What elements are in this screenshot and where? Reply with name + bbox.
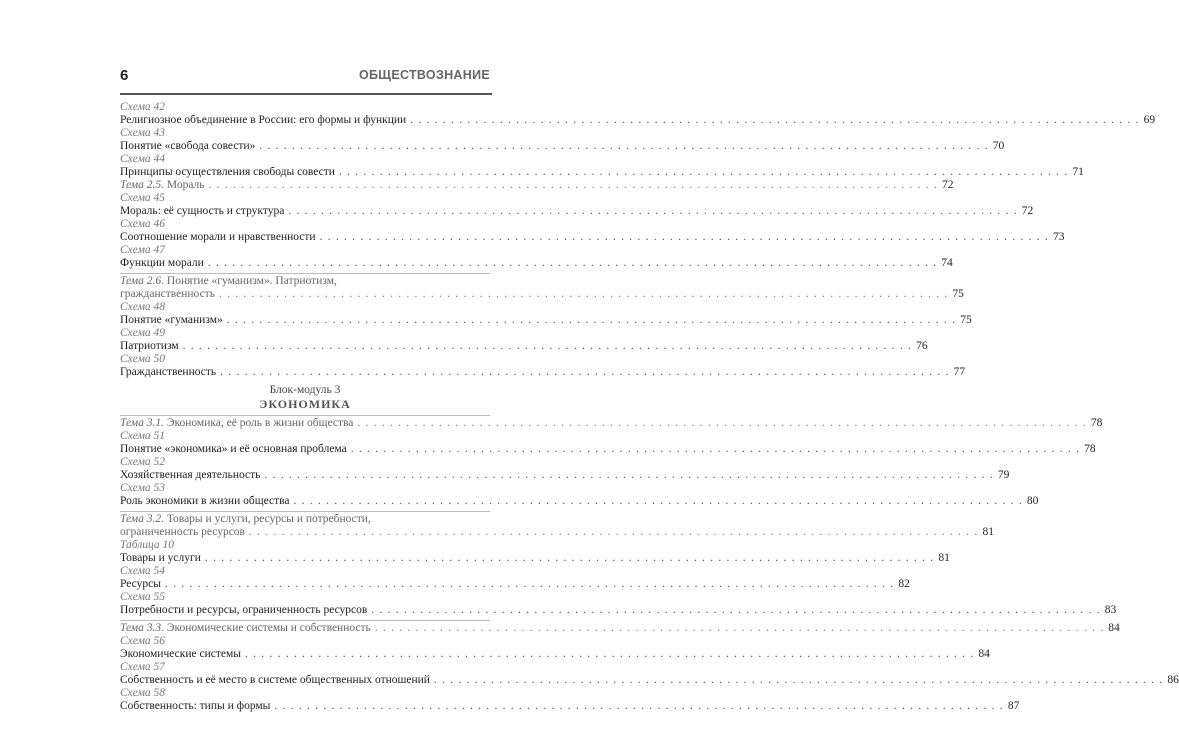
toc-entry (120, 114, 1156, 127)
toc-entry (120, 205, 1034, 218)
dot-leader: . . . . . . . . . . . . . . . . . . . . . . . . . . . . . . . . . . . . . . . . . . . . . . . . . . . . . . . . . . . . . . . . . . . . . . . . . . . . . . . . . . . . . . . . . . (319, 231, 1050, 243)
toc-page-number: 75 (952, 288, 964, 300)
toc-entry (120, 552, 950, 565)
scheme-label: Схема 51 (120, 430, 166, 442)
toc-entry-title: Роль экономики в жизни общества (120, 495, 290, 507)
toc-entry-title: Соотношение морали и нравственности (120, 231, 316, 243)
toc-page-number: 82 (898, 578, 910, 590)
toc-entry-title: Понятие «экономика» и её основная проблема (120, 443, 347, 455)
scheme-label: Схема 48 (120, 301, 166, 313)
toc-theme-title (120, 622, 371, 635)
toc-entry-title: Патриотизм (120, 340, 179, 352)
toc-entry-title: Потребности и ресурсы, ограниченность ресурсов (120, 604, 368, 616)
scheme-label: Схема 53 (120, 482, 166, 494)
dot-leader: . . . . . . . . . . . . . . . . . . . . . . . . . . . . . . . . . . . . . . . . . . . . . . . . . . . . . . . . . . . . . . . . . . . . . . . . . . . . . . . . . . . . . . . . . . (288, 205, 1018, 217)
theme-name: Экономические системы и собственность (166, 622, 371, 634)
theme-name: Понятие «гуманизм». Патриотизм, (166, 275, 337, 287)
toc-entry (120, 578, 910, 591)
scheme-label: Схема 46 (120, 218, 166, 230)
page-number: 6 (120, 66, 129, 84)
scheme-label: Схема 55 (120, 591, 166, 603)
toc-page-number: 72 (941, 179, 954, 191)
toc-page-number: 83 (1104, 604, 1117, 616)
toc-theme-title (120, 513, 371, 526)
scheme-label: Схема 58 (120, 687, 166, 699)
dot-leader: . . . . . . . . . . . . . . . . . . . . . . . . . . . . . . . . . . . . . . . . . . . . . . . . . . . . . . . . . . . . . . . . . . . . . . . . . . . . . . . . . . . . . . . . . . (350, 443, 1081, 455)
toc-page-number: 74 (941, 257, 953, 269)
toc-entry (120, 340, 928, 353)
scheme-label: Схема 54 (120, 565, 166, 577)
toc-page-number: 80 (1026, 495, 1039, 507)
theme-number: Тема 2.6. (120, 275, 165, 287)
toc-page-number: 79 (997, 469, 1010, 481)
section-divider (120, 511, 490, 512)
dot-leader: . . . . . . . . . . . . . . . . . . . . . . . . . . . . . . . . . . . . . . . . . . . . . . . . . . . . . . . . . . . . . . . . . . . . . . . . . . . . . . . . . . . . . . . . . . (371, 604, 1101, 616)
toc-entry-title: Собственность и её место в системе общественных отношений (120, 674, 430, 686)
toc-entry (120, 648, 990, 661)
block-module-heading (120, 384, 490, 411)
toc-entry (120, 700, 1020, 713)
theme-number: Тема 3.3. (120, 622, 165, 634)
toc-section (120, 275, 972, 379)
dot-leader: . . . . . . . . . . . . . . . . . . . . . . . . . . . . . . . . . . . . . . . . . . . . . . . . . . . . . . . . . . . . . . . . . . . . . . . . . . . . . . . . . . . . . . . . . . (293, 495, 1023, 507)
toc-page-number: 87 (1007, 700, 1020, 712)
scheme-label: Схема 44 (120, 153, 166, 165)
toc-entry-title: Понятие «гуманизм» (120, 314, 223, 326)
scheme-label: Схема 47 (120, 244, 166, 256)
toc-page-number: 69 (1143, 114, 1156, 126)
dot-leader: . . . . . . . . . . . . . . . . . . . . . . . . . . . . . . . . . . . . . . . . . . . . . . . . . . . . . . . . . . . . . . . . . . . . . . . . . . . . . . . . . . . . . . . . . . (204, 552, 935, 564)
toc-page-number: 70 (992, 140, 1005, 152)
dot-leader: . . . . . . . . . . . . . . . . . . . . . . . . . . . . . . . . . . . . . . . . . . . . . . . . . . . . . . . . . . . . . . . . . . . . . . . . . . . . . . . . . . . . . . . . . . (357, 417, 1087, 429)
toc-entry (120, 443, 1096, 456)
toc-page-number: 86 (1167, 674, 1179, 686)
page-header (120, 66, 490, 84)
toc-section (120, 622, 1179, 713)
section-divider (120, 273, 490, 274)
scheme-label: Схема 43 (120, 127, 166, 139)
toc-entry (120, 166, 1084, 179)
toc-entry (120, 257, 953, 270)
toc-page-number: 84 (1108, 622, 1120, 634)
dot-leader: . . . . . . . . . . . . . . . . . . . . . . . . . . . . . . . . . . . . . . . . . . . . . . . . . . . . . . . . . . . . . . . . . . . . . . . . . . . . . . . . . . . . . . . . . . (433, 674, 1164, 686)
toc-page-number: 81 (982, 526, 994, 538)
toc-page-number: 77 (953, 366, 966, 378)
toc-entry (120, 231, 1065, 244)
toc-page-number: 75 (960, 314, 972, 326)
theme-name: Товары и услуги, ресурсы и потребности, (166, 513, 371, 525)
dot-leader: . . . . . . . . . . . . . . . . . . . . . . . . . . . . . . . . . . . . . . . . . . . . . . . . . . . . . . . . . . . . . . . . . . . . . . . . . . . . . . . . . . . . . . . . . . (259, 140, 989, 152)
scheme-label: Схема 57 (120, 661, 166, 673)
toc-entry-title: Экономические системы (120, 648, 241, 660)
toc-entry-title: Ресурсы (120, 578, 161, 590)
toc-entry-title: Гражданственность (120, 366, 217, 378)
toc-entry-title: Собственность: типы и формы (120, 700, 271, 712)
toc-entry (120, 604, 1117, 617)
theme-name: Экономика, её роль в жизни общества (166, 417, 354, 429)
dot-leader: . . . . . . . . . . . . . . . . . . . . . . . . . . . . . . . . . . . . . . . . . . . . . . . . . . . . . . . . . . . . . . . . . . . . . . . . . . . . . . . . . . . . . . . . . . (220, 366, 950, 378)
toc-entry (120, 469, 1010, 482)
scheme-label: Схема 45 (120, 192, 166, 204)
theme-name-continued: ограниченность ресурсов (120, 526, 245, 538)
toc-entry-title: Хозяйственная деятельность (120, 469, 261, 481)
toc-entry (120, 495, 1039, 508)
toc-entry (120, 674, 1179, 687)
dot-leader: . . . . . . . . . . . . . . . . . . . . . . . . . . . . . . . . . . . . . . . . . . . . . . . . . . . . . . . . . . . . . . . . . . . . . . . . . . . . . . . . . . . . . . . . . . (264, 469, 994, 481)
block-module-title: ЭКОНОМИКА (259, 397, 351, 411)
scheme-label: Схема 49 (120, 327, 166, 339)
dot-leader: . . . . . . . . . . . . . . . . . . . . . . . . . . . . . . . . . . . . . . . . . . . . . . . . . . . . . . . . . . . . . . . . . . . . . . . . . . . . . . . . . . . . . . . . . . (218, 288, 949, 300)
section-divider (120, 620, 490, 621)
header-rule (120, 93, 492, 95)
dot-leader: . . . . . . . . . . . . . . . . . . . . . . . . . . . . . . . . . . . . . . . . . . . . . . . . . . . . . . . . . . . . . . . . . . . . . . . . . . . . . . . . . . . . . . . . . . (208, 179, 938, 191)
toc-page-number: 78 (1084, 443, 1096, 455)
toc-theme-entry (120, 513, 490, 526)
running-title: ОБЩЕСТВОЗНАНИЕ (358, 68, 490, 82)
toc-theme-entry (120, 179, 954, 192)
theme-number: Тема 3.1. (120, 417, 165, 429)
dot-leader: . . . . . . . . . . . . . . . . . . . . . . . . . . . . . . . . . . . . . . . . . . . . . . . . . . . . . . . . . . . . . . . . . . . . . . . . . . . . . . . . . . . . . . . . . . (207, 257, 938, 269)
scheme-label: Таблица 10 (120, 539, 175, 551)
toc-entry (120, 140, 1005, 153)
toc-entry (120, 314, 972, 327)
toc-entry-title: Товары и услуги (120, 552, 201, 564)
scheme-label: Схема 50 (120, 353, 166, 365)
toc-theme-title (120, 275, 337, 288)
toc-page-number: 72 (1021, 205, 1034, 217)
toc-page-number: 84 (978, 648, 990, 660)
scheme-label: Схема 52 (120, 456, 166, 468)
toc-entry-title: Принципы осуществления свободы совести (120, 166, 335, 178)
toc-section (120, 513, 1117, 617)
toc-theme-title (120, 417, 353, 430)
block-module-number: Блок-модуль 3 (269, 384, 341, 396)
theme-number: Тема 3.2. (120, 513, 165, 525)
theme-name-continued: гражданственность (120, 288, 215, 300)
toc-entry-title: Мораль: её сущность и структура (120, 205, 285, 217)
dot-leader: . . . . . . . . . . . . . . . . . . . . . . . . . . . . . . . . . . . . . . . . . . . . . . . . . . . . . . . . . . . . . . . . . . . . . . . . . . . . . . . . . . . . . . . . . . (249, 526, 979, 538)
table-of-contents (120, 101, 1179, 713)
toc-page-number: 76 (916, 340, 928, 352)
toc-theme-entry (120, 417, 1103, 430)
toc-entry (120, 366, 966, 379)
dot-leader: . . . . . . . . . . . . . . . . . . . . . . . . . . . . . . . . . . . . . . . . . . . . . . . . . . . . . . . . . . . . . . . . . . . . . . . . . . . . . . . . . . . . . . . . . . (338, 166, 1069, 178)
toc-page-number: 78 (1090, 417, 1103, 429)
toc-theme-entry (120, 622, 1120, 635)
dot-leader: . . . . . . . . . . . . . . . . . . . . . . . . . . . . . . . . . . . . . . . . . . . . . . . . . . . . . . . . . . . . . . . . . . . . . . . . . . . . . . . . . . . . . . . . . . (182, 340, 913, 352)
toc-entry-title: Функции морали (120, 257, 204, 269)
theme-number: Тема 2.5. (120, 179, 165, 191)
scheme-label: Схема 42 (120, 101, 166, 113)
dot-leader: . . . . . . . . . . . . . . . . . . . . . . . . . . . . . . . . . . . . . . . . . . . . . . . . . . . . . . . . . . . . . . . . . . . . . . . . . . . . . . . . . . . . . . . . . . (374, 622, 1105, 634)
toc-theme-title (120, 179, 205, 192)
scheme-label: Схема 56 (120, 635, 166, 647)
dot-leader: . . . . . . . . . . . . . . . . . . . . . . . . . . . . . . . . . . . . . . . . . . . . . . . . . . . . . . . . . . . . . . . . . . . . . . . . . . . . . . . . . . . . . . . . . . (164, 578, 895, 590)
toc-page-number: 71 (1072, 166, 1084, 178)
toc-entry-title: Религиозное объединение в России: его формы и функции (120, 114, 407, 126)
toc-theme-entry (120, 275, 490, 288)
dot-leader: . . . . . . . . . . . . . . . . . . . . . . . . . . . . . . . . . . . . . . . . . . . . . . . . . . . . . . . . . . . . . . . . . . . . . . . . . . . . . . . . . . . . . . . . . . (410, 114, 1140, 126)
toc-page-number: 73 (1053, 231, 1065, 243)
dot-leader: . . . . . . . . . . . . . . . . . . . . . . . . . . . . . . . . . . . . . . . . . . . . . . . . . . . . . . . . . . . . . . . . . . . . . . . . . . . . . . . . . . . . . . . . . . (274, 700, 1004, 712)
toc-entry-title: Понятие «свобода совести» (120, 140, 256, 152)
dot-leader: . . . . . . . . . . . . . . . . . . . . . . . . . . . . . . . . . . . . . . . . . . . . . . . . . . . . . . . . . . . . . . . . . . . . . . . . . . . . . . . . . . . . . . . . . . (226, 314, 957, 326)
toc-theme-entry-continued (120, 526, 994, 539)
section-divider (120, 415, 490, 416)
toc-page-number: 81 (938, 552, 950, 564)
toc-section (120, 417, 1103, 508)
theme-name: Мораль (166, 179, 205, 191)
dot-leader: . . . . . . . . . . . . . . . . . . . . . . . . . . . . . . . . . . . . . . . . . . . . . . . . . . . . . . . . . . . . . . . . . . . . . . . . . . . . . . . . . . . . . . . . . . (244, 648, 975, 660)
toc-section (120, 101, 1156, 270)
toc-theme-entry-continued (120, 288, 964, 301)
